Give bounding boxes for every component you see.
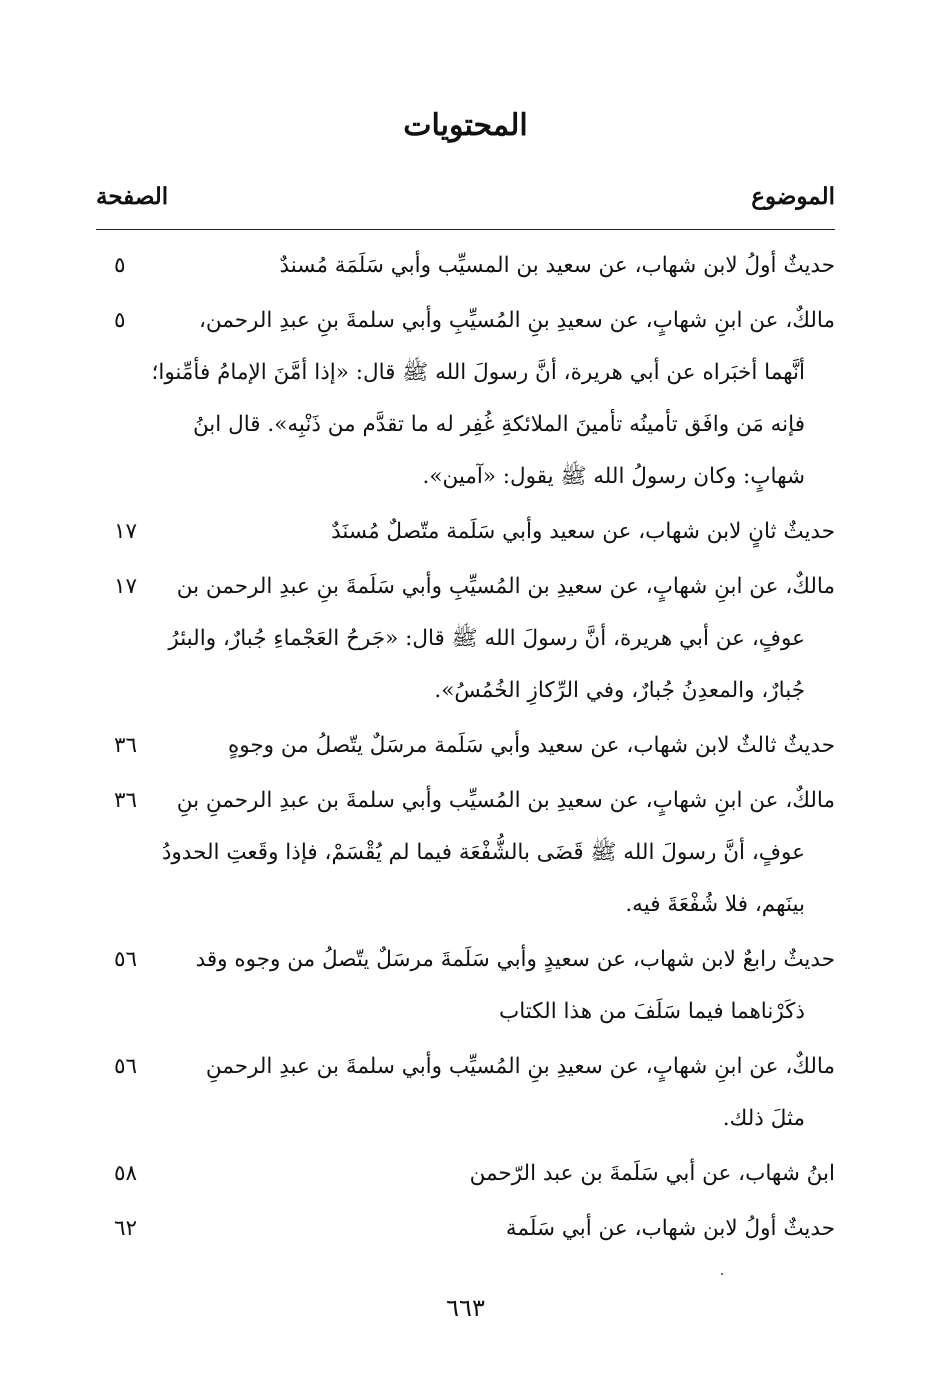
entry-page-number: ٥ bbox=[114, 253, 126, 278]
page-column-header: الصفحة bbox=[96, 183, 169, 210]
entry-page-number: ٥ bbox=[114, 308, 126, 333]
entry-heading-line: مالكٌ، عن ابنِ شهابٍ، عن سعيدِ بنِ المُسيِّب وأبي سلمةَ بن عبدِ الرحمنِ bbox=[205, 1054, 835, 1079]
contents-entry bbox=[96, 1203, 835, 1255]
entry-heading-line: حديثٌ رابعٌ لابن شهاب، عن سعيدٍ وأبي سَلَمةَ مرسَلٌ يتّصلُ من وجوه وقد bbox=[195, 947, 835, 972]
entry-continuation-line: شهابٍ: وكان رسولُ الله ﷺ يقول: «آمين». bbox=[422, 464, 805, 489]
contents-entry bbox=[96, 1041, 835, 1145]
contents-list bbox=[96, 240, 835, 1258]
entry-page-number: ٥٦ bbox=[114, 1054, 138, 1079]
contents-entry bbox=[96, 295, 835, 503]
entry-continuation-line: مثلَ ذلك. bbox=[722, 1106, 805, 1131]
entry-continuation-line: أنَّهما أخبَراه عن أبي هريرة، أنَّ رسولَ الله ﷺ قال: «إذا أمَّنَ الإمامُ فأمِّنوا؛ bbox=[151, 360, 805, 385]
contents-entry bbox=[96, 561, 835, 717]
page-title: المحتويات bbox=[403, 108, 528, 143]
entry-heading-line: مالكٌ، عن ابنِ شهابٍ، عن سعيدِ بنِ المُسيِّبِ وأبي سلمةَ بنِ عبدِ الرحمن، bbox=[198, 308, 835, 333]
topic-column-header: الموضوع bbox=[751, 183, 835, 210]
entry-heading-line: حديثٌ أولُ لابن شهاب، عن أبي سَلَمة bbox=[505, 1216, 835, 1241]
entry-page-number: ٥٦ bbox=[114, 947, 138, 972]
entry-heading-line: حديثٌ ثالثٌ لابن شهاب، عن سعيد وأبي سَلَمة مرسَلٌ يتّصلُ من وجوهٍ bbox=[227, 733, 835, 758]
entry-continuation-line: فإنه مَن وافَق تأمينُه تأمينَ الملائكةِ غُفِر له ما تقدَّم من ذَنْبِه». قال ابنُ bbox=[192, 412, 805, 437]
entry-continuation-line: عوفٍ، أنَّ رسولَ الله ﷺ قَضَى بالشُّفْعَة فيما لم يُقْسَمْ، فإذا وقَعتِ الحدودُ bbox=[161, 840, 805, 865]
contents-entry bbox=[96, 934, 835, 1038]
entry-page-number: ٥٨ bbox=[114, 1161, 138, 1186]
header-divider bbox=[96, 229, 835, 230]
contents-entry bbox=[96, 720, 835, 772]
entry-page-number: ٣٦ bbox=[114, 733, 138, 758]
entry-page-number: ٣٦ bbox=[114, 788, 138, 813]
contents-entry bbox=[96, 775, 835, 931]
print-speck bbox=[721, 1273, 723, 1275]
page-number: ٦٦٣ bbox=[446, 1294, 485, 1322]
contents-entry bbox=[96, 1148, 835, 1200]
entry-continuation-line: عوفٍ، عن أبي هريرة، أنَّ رسولَ الله ﷺ قال: «جَرحُ العَجْماءِ جُبارٌ، والبئرُ bbox=[168, 626, 805, 651]
entry-heading-line: حديثٌ ثانٍ لابن شهاب، عن سعيد وأبي سَلَمة متّصلٌ مُسنَدٌ bbox=[331, 519, 835, 544]
contents-entry bbox=[96, 240, 835, 292]
entry-heading-line: ابنُ شهاب، عن أبي سَلَمةَ بن عبد الرّحمن bbox=[469, 1161, 835, 1186]
entry-continuation-line: جُبارٌ، والمعدِنُ جُبارٌ، وفي الرِّكازِ الخُمُسُ». bbox=[434, 678, 805, 703]
entry-heading-line: حديثٌ أولُ لابن شهاب، عن سعيد بن المسيِّب وأبي سَلَمَة مُسندٌ bbox=[279, 253, 835, 278]
entry-page-number: ١٧ bbox=[114, 574, 138, 599]
entry-continuation-line: بينَهم، فلا شُفْعَةَ فيه. bbox=[625, 892, 805, 917]
contents-entry bbox=[96, 506, 835, 558]
entry-continuation-line: ذكَرْناهما فيما سَلَفَ من هذا الكتاب bbox=[499, 999, 805, 1024]
entry-heading-line: مالكٌ، عن ابنِ شهابٍ، عن سعيدِ بن المُسيِّبِ وأبي سَلَمةَ بنِ عبدِ الرحمن بن bbox=[176, 574, 835, 599]
entry-page-number: ٦٢ bbox=[114, 1216, 138, 1241]
entry-page-number: ١٧ bbox=[114, 519, 138, 544]
entry-heading-line: مالكٌ، عن ابنِ شهابٍ، عن سعيدِ بن المُسيِّب وأبي سلمةَ بن عبدِ الرحمنِ بنِ bbox=[176, 788, 835, 813]
